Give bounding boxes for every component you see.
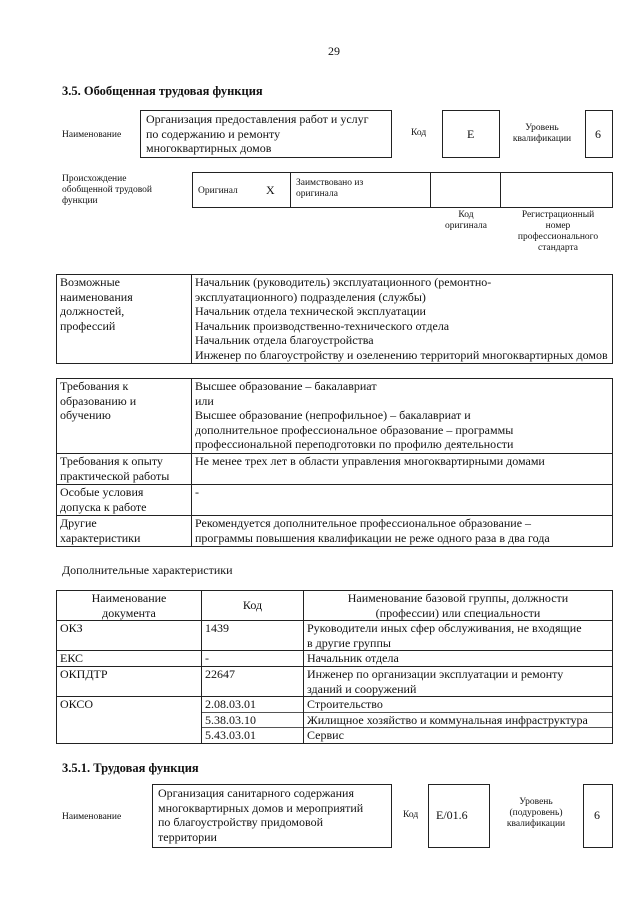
original-mark: X [266,183,275,197]
positions-table [56,274,613,364]
positions-list [192,275,613,364]
page-number: 29 [328,44,340,58]
origin-label: Происхождение обобщенной трудовой функции [62,174,152,206]
table-row: ЕКС - Начальник отдела [57,651,613,667]
additional-title: Дополнительные характеристики [62,563,233,577]
list-item: Начальник отдела технической эксплуатации [195,304,426,319]
table-row: Особые условия допуска к работе - [57,485,613,516]
reg-number-label: Регистрационный номер профессионального стандарта [517,210,599,253]
function-name-2: Организация санитарного содержания многоквартирных домов и мероприятий по благоустройству придомовой территории [158,786,364,844]
name-label-2: Наименование [62,812,122,822]
section-title: 3.5. Обобщенная трудовая функция [62,84,263,98]
subsection-title: 3.5.1. Трудовая функция [62,761,199,775]
level-label-2: Уровень (подуровень) квалификации [506,797,566,829]
code-value: E [467,127,475,141]
requirements-table [56,378,613,547]
code-original-label: Код оригинала [445,210,487,231]
additional-table [56,590,613,744]
code-label: Код [411,128,427,138]
name-label: Наименование [62,130,122,140]
code-value-2: E/01.6 [436,808,468,822]
level-value: 6 [595,127,601,141]
level-value-2: 6 [594,808,600,822]
level-label: Уровень квалификации [512,123,572,144]
table-row: Требования к образованию и обучению Высшее образование – бакалавриат или Высшее образование (непрофильное) – бакалавриат и дополнительное профессиональное образование – программы профессиональной переподготовки по профилю деятельности [57,379,613,454]
positions-label: Возможные наименования должностей, профессий [57,275,192,364]
table-header: Наименование документа Код Наименование базовой группы, должности (профессии) или специальности [57,591,613,621]
borrowed-label: Заимствовано из оригинала [296,178,364,199]
list-item: эксплуатационного) подразделения (службы) [195,289,426,304]
table-row: ОКЗ 1439 Руководители иных сфер обслуживания, не входящие в другие группы [57,621,613,651]
list-item: Инженер по благоустройству и озеленению территорий многоквартирных домов [195,347,608,362]
function-name: Организация предоставления работ и услуг по содержанию и ремонту многоквартирных домов [146,112,369,156]
original-label: Оригинал [198,186,238,196]
table-row: Другие характеристики Рекомендуется дополнительное профессиональное образование – программы повышения квалификации не реже одного раза в два года [57,516,613,547]
code-label-2: Код [403,810,419,820]
table-row: ОКПДТР 22647 Инженер по организации эксплуатации и ремонту зданий и сооружений [57,666,613,696]
list-item: Начальник отдела благоустройства [195,333,374,348]
table-row: ОКСО 2.08.03.01 5.38.03.10 5.43.03.01 Строительство Жилищное хозяйство и коммунальная инфраструктура Сервис [57,697,613,744]
list-item: Начальник (руководитель) эксплуатационного (ремонтно- [195,275,492,289]
origin-box [192,172,613,208]
list-item: Начальник производственно-технического отдела [195,318,450,333]
table-row: Требования к опыту практической работы Не менее трех лет в области управления многоквартирными домами [57,454,613,485]
